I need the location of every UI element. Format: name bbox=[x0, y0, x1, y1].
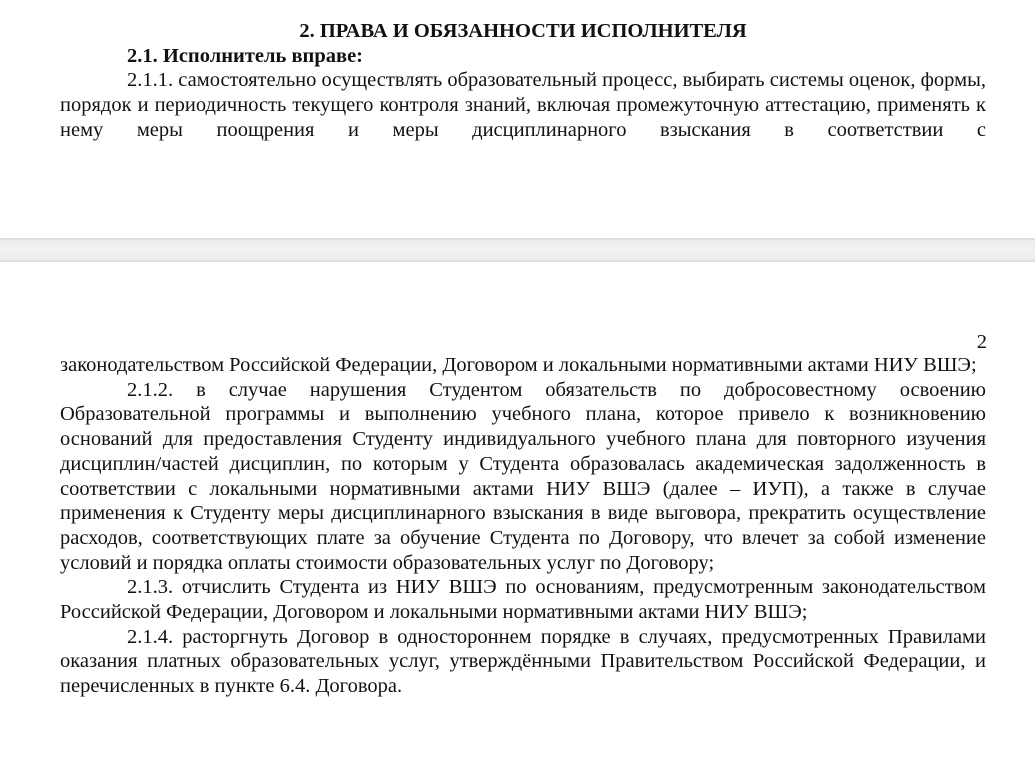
page-number: 2 bbox=[976, 331, 987, 353]
clause-2-1-2: 2.1.2. в случае нарушения Студентом обязательств по добросовестному освоению Образовательной программы и выполнению учебного плана, которое привело к возникновению оснований для предоставления Студенту индивидуального учебного плана для повторного изучения дисциплин/частей дисциплин, по которым у Студента образовалась академическая задолженность в соответствии с локальными нормативными актами НИУ ВШЭ (далее – ИУП), а также в случае применения к Студенту меры дисциплинарного взыскания в виде выговора, прекратить осуществление расходов, соответствующих плате за обучение Студента по Договору, что влечет за собой изменение условий и порядка оплаты стоимости образовательных услуг по Договору; bbox=[60, 378, 986, 574]
clause-2-1-1-start: 2.1.1. самостоятельно осуществлять образовательный процесс, выбирать системы оценок, формы, порядок и периодичность текущего контроля знаний, включая промежуточную аттестацию, применять к нему меры поощрения и меры дисциплинарного взыскания в соответствии с bbox=[60, 69, 986, 141]
clause-2-1-3: 2.1.3. отчислить Студента из НИУ ВШЭ по основаниям, предусмотренным законодательством Российской Федерации, Договором и локальными нормативными актами НИУ ВШЭ; bbox=[60, 576, 986, 624]
clause-2-1-1-end: законодательством Российской Федерации, Договором и локальными нормативными актами НИУ ВШЭ; bbox=[60, 354, 977, 376]
document-page-2 bbox=[0, 262, 1035, 776]
section-heading: 2. ПРАВА И ОБЯЗАННОСТИ ИСПОЛНИТЕЛЯ bbox=[299, 20, 747, 42]
subsection-heading: 2.1. Исполнитель вправе: bbox=[127, 44, 364, 67]
page-separator bbox=[0, 238, 1035, 262]
document-page-1 bbox=[0, 0, 1035, 238]
page-2-content bbox=[60, 353, 986, 699]
page-1-content bbox=[60, 19, 986, 143]
clause-2-1-4: 2.1.4. расторгнуть Договор в одностороннем порядке в случаях, предусмотренных Правилами оказания платных образовательных услуг, утверждёнными Правительством Российской Федерации, и перечисленных в пункте 6.4. Договора. bbox=[60, 625, 986, 698]
